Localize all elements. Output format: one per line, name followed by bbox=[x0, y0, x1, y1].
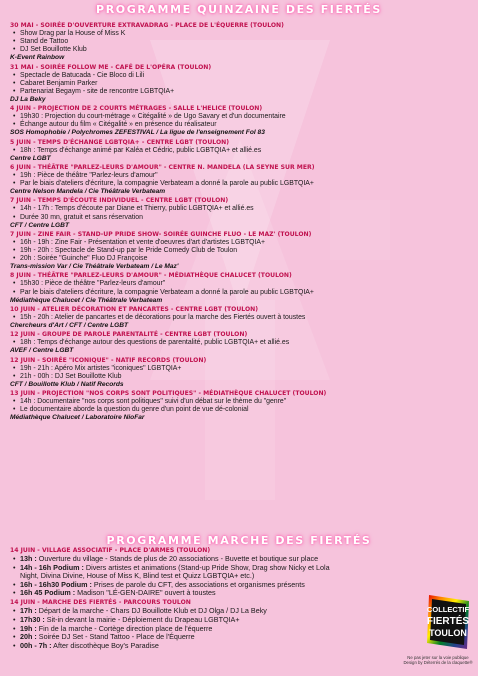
event-detail-item bbox=[20, 80, 472, 88]
event-block bbox=[10, 547, 472, 598]
event-title: 4 JUIN - PROJECTION DE 2 COURTS MÉTRAGES - SALLE L'HELICE (TOULON) bbox=[10, 105, 263, 113]
event-details bbox=[10, 30, 472, 54]
event-detail-text: Show Drag par la House of Miss K bbox=[20, 30, 126, 37]
event-details bbox=[10, 339, 472, 347]
event-detail-text: 18h : Temps d'échange autour des questions de parentalité, public LGBTQIA+ et allié.es bbox=[20, 339, 290, 347]
event-detail-text: Par le biais d'ateliers d'écriture, la compagnie Verbateam a donné la parole au public LGBTQIA+ bbox=[20, 288, 314, 296]
event-detail-text: 14h - 17h : Temps d'écoute par Diane et Thierry, public LGBTQIA+ et allié.es bbox=[20, 205, 254, 213]
event-detail-text: 16h - 19h : Zine Fair - Présentation et vente d'oeuvres d'art d'artistes LGBTQIA+ bbox=[20, 238, 266, 246]
event-title: 30 MAI - SOIRÉE D'OUVERTURE EXTRAVADRAG - PLACE DE L'ÉQUERRE (TOULON) bbox=[10, 22, 284, 29]
event-detail-text: Madison "LÉ-GEN-DAIRE" ouvert à toustes bbox=[77, 588, 216, 598]
event-block bbox=[10, 139, 472, 163]
event-detail-text: Par le biais d'ateliers d'écriture, la compagnie Verbateam a donné la parole au public LGBTQIA+ bbox=[20, 180, 314, 188]
event-detail-text: 20h : Soirée "Guinche" Fluo DJ Françoise bbox=[20, 255, 148, 263]
event-detail-text: Partenariat Begaym - site de rencontre LGBTQIA+ bbox=[20, 87, 175, 95]
event-detail-item bbox=[20, 314, 472, 322]
event-block bbox=[10, 231, 472, 271]
event-detail-item bbox=[20, 589, 472, 598]
event-time-label: 17h30 : bbox=[20, 614, 45, 624]
logo-text-line1: COLLECTIF bbox=[426, 605, 470, 614]
event-detail-item bbox=[20, 88, 472, 96]
marche-banner: PROGRAMME MARCHE DES FIERTÉS bbox=[106, 534, 372, 547]
event-detail-text: 19h30 : Projection du court-métrage « Citégalité » de Ugo Savary et d'un documentaire bbox=[20, 113, 286, 121]
event-organizers: CFT / Bouillotte Klub / Natif Records bbox=[10, 380, 124, 388]
event-detail-text: Stand de Tattoo bbox=[20, 38, 69, 46]
event-block bbox=[10, 306, 472, 330]
event-block bbox=[10, 22, 472, 62]
event-detail-text: DJ Set Bouillotte Klub bbox=[20, 46, 87, 54]
event-details bbox=[10, 113, 472, 129]
event-organizers: Médiathèque Chalucet / Laboratoire NioFar bbox=[10, 414, 145, 422]
event-organizers: AVEF / Centre LGBT bbox=[10, 347, 74, 355]
event-block bbox=[10, 164, 472, 196]
event-organizers: Trans-mission Var / Cie Théâtrale Verbateam / Le Maz' bbox=[10, 263, 179, 271]
event-detail-text: Sit-in devant la mairie - Déploiement du Drapeau LGBTQIA+ bbox=[46, 614, 240, 624]
event-detail-item bbox=[20, 365, 472, 373]
event-detail-text: Cabaret Benjamin Parker bbox=[20, 79, 98, 87]
event-details bbox=[10, 314, 472, 322]
event-detail-item bbox=[20, 38, 472, 46]
event-title: 8 JUIN - THÉÂTRE "PARLEZ-LEURS D'AMOUR" - MÉDIATHÈQUE CHALUCET (TOULON) bbox=[10, 272, 292, 280]
event-detail-item bbox=[20, 289, 472, 297]
event-detail-text: Spectacle de Batucada - Cie Bloco di Lili bbox=[20, 71, 145, 79]
event-details bbox=[10, 280, 472, 296]
event-title: 6 JUIN - THÉÂTRE "PARLEZ-LEURS D'AMOUR" - CENTRE N. MANDELA (LA SEYNE SUR MER) bbox=[10, 163, 315, 171]
logo-text-line2: FIERTÉS bbox=[426, 616, 470, 627]
event-title: 13 JUIN - PROJECTION "NOS CORPS SONT POLITIQUES" - MÉDIATHÈQUE CHALUCET (TOULON) bbox=[10, 390, 327, 398]
event-detail-text: Ouverture du village - Stands de plus de 20 associations - Buvette et boutique sur place bbox=[38, 554, 319, 563]
event-time-label: 13h : bbox=[20, 554, 37, 563]
event-title: 12 JUIN - SOIRÉE "ICONIQUE" - NATIF RECORDS (TOULON) bbox=[10, 356, 207, 364]
event-details bbox=[10, 72, 472, 96]
credit-text bbox=[400, 655, 476, 665]
event-block bbox=[10, 105, 472, 137]
event-detail-text: After discothèque Boy's Paradise bbox=[53, 640, 159, 650]
event-detail-text: Divers artistes et animations (Stand-up Pride Show, Drag show Nicky et Lola bbox=[85, 562, 330, 572]
event-detail-item bbox=[20, 398, 472, 406]
event-detail-text: Échange autour du film « Citégalité » en présence du réalisateur bbox=[20, 121, 217, 129]
event-detail-text: Le documentaire aborde la question du genre d'un point de vue dé-colonial bbox=[20, 406, 249, 414]
event-title: 10 JUIN - ATELIER DÉCORATION ET PANCARTES - CENTRE LGBT (TOULON) bbox=[10, 305, 259, 313]
event-details bbox=[10, 239, 472, 263]
event-block bbox=[10, 599, 472, 650]
event-block bbox=[10, 197, 472, 229]
event-time-label: 16h 45 Podium : bbox=[20, 588, 76, 598]
event-detail-text: Night, Divina Divine, House of Miss K, Blind test et Quizz LGBTQIA+ etc.) bbox=[20, 571, 255, 581]
event-detail-item bbox=[20, 642, 472, 651]
event-organizers: SOS Homophobie / Polychromes ZEFESTIVAL / La ligue de l'enseignement Fol 83 bbox=[10, 129, 265, 137]
event-detail-item bbox=[20, 255, 472, 263]
event-detail-text: Soirée DJ Set - Stand Tattoo - Place de l'Équerre bbox=[38, 632, 195, 642]
event-block bbox=[10, 272, 472, 304]
event-organizers: Centre LGBT bbox=[10, 154, 51, 162]
event-detail-item bbox=[20, 406, 472, 414]
event-organizers: Chercheurs d'Art / CFT / Centre LGBT bbox=[10, 322, 129, 330]
event-block bbox=[10, 64, 472, 104]
marche-event-list bbox=[10, 547, 472, 652]
event-detail-item bbox=[20, 214, 472, 222]
event-details bbox=[10, 607, 472, 650]
event-time-label: 14h - 16h Podium : bbox=[20, 562, 84, 572]
event-detail-item bbox=[20, 180, 472, 188]
event-title: 31 MAI - SOIRÉE FOLLOW ME - CAFÉ DE L'OPÉRA (TOULON) bbox=[10, 63, 212, 71]
event-organizers: Centre Nelson Mandela / Cie Théâtrale Verbateam bbox=[10, 188, 166, 196]
event-title: 7 JUIN - ZINE FAIR - STAND-UP PRIDE SHOW- SOIRÉE GUINCHE FLUO - LE MAZ' (TOULON) bbox=[10, 230, 312, 238]
event-details bbox=[10, 172, 472, 188]
event-detail-item bbox=[20, 205, 472, 213]
event-details bbox=[10, 365, 472, 381]
event-detail-text: 14h : Documentaire "nos corps sont politiques" suivi d'un débat sur le thème du "genre" bbox=[20, 398, 287, 406]
credit-line1: Ne pas jeter sur la voie publique bbox=[407, 655, 469, 660]
event-detail-item bbox=[20, 147, 472, 155]
logo-text-line3: TOULON bbox=[429, 628, 467, 638]
event-time-label: 16h - 16h30 Podium : bbox=[20, 579, 92, 589]
collectif-fiertes-toulon-logo bbox=[423, 593, 473, 651]
event-detail-text: 19h - 21h : Apéro Mix artistes "iconiques" LGBTQIA+ bbox=[20, 364, 182, 372]
event-time-label: 00h - 7h : bbox=[20, 640, 52, 650]
event-detail-text: 15h30 : Pièce de théâtre "Parlez-leurs d'amour" bbox=[20, 280, 166, 288]
event-detail-item bbox=[20, 30, 472, 38]
credit-line2: Design by Déterrés de la claquette® bbox=[403, 660, 473, 665]
event-title: 14 JUIN - MARCHE DES FIERTÉS - PARCOURS TOULON bbox=[10, 599, 191, 607]
event-block bbox=[10, 331, 472, 355]
event-detail-item bbox=[20, 239, 472, 247]
event-organizers: Médiathèque Chalucet / Cie Théâtrale Verbateam bbox=[10, 296, 163, 304]
event-detail-item bbox=[20, 339, 472, 347]
event-detail-item bbox=[20, 121, 472, 129]
event-detail-text: 21h - 00h : DJ Set Bouillotte Klub bbox=[20, 372, 122, 380]
event-detail-text: Prises de parole du CFT, des associations et organismes présents bbox=[93, 579, 305, 589]
event-title: 12 JUIN - GROUPE DE PAROLE PARENTALITÉ - CENTRE LGBT (TOULON) bbox=[10, 331, 248, 339]
event-details bbox=[10, 398, 472, 414]
event-detail-item bbox=[20, 373, 472, 381]
quinzaine-banner: PROGRAMME QUINZAINE DES FIERTÉS bbox=[96, 3, 382, 16]
event-detail-item bbox=[20, 46, 472, 54]
event-detail-text: 19h : Pièce de théâtre "Parlez-leurs d'amour" bbox=[20, 171, 158, 179]
event-detail-text: 18h : Temps d'échange animé par Kaléa et Cédric, public LGBTQIA+ et allié.es bbox=[20, 146, 262, 154]
event-time-label: 17h : bbox=[20, 606, 37, 616]
event-time-label: 20h : bbox=[20, 632, 37, 642]
event-detail-text: 19h - 20h : Spectacle de Stand-up par le Pride Comedy Club de Toulon bbox=[20, 247, 238, 254]
event-details bbox=[10, 555, 472, 598]
event-block bbox=[10, 357, 472, 389]
event-detail-item bbox=[20, 172, 472, 180]
event-title: 7 JUIN - TEMPS D'ÉCOUTE INDIVIDUEL - CENTRE LGBT (TOULON) bbox=[10, 197, 229, 205]
event-detail-item bbox=[20, 72, 472, 80]
event-detail-text: Départ de la marche - Chars DJ Bouillotte Klub et DJ Olga / DJ La Beky bbox=[38, 606, 267, 616]
event-block bbox=[10, 390, 472, 422]
event-details bbox=[10, 147, 472, 155]
event-detail-text: 15h - 20h : Atelier de pancartes et de décorations pour la marche des Fiertés ouvert à toustes bbox=[20, 313, 306, 321]
event-title: 14 JUIN - VILLAGE ASSOCIATIF - PLACE D'ARMES (TOULON) bbox=[10, 547, 211, 554]
event-detail-item bbox=[20, 280, 472, 288]
event-organizers: K-Event Rainbow bbox=[10, 54, 65, 62]
event-detail-item bbox=[20, 247, 472, 255]
event-organizers: CFT / Centre LGBT bbox=[10, 221, 69, 229]
event-time-label: 19h : bbox=[20, 623, 37, 633]
event-title: 5 JUIN - TEMPS D'ÉCHANGE LGBTQIA+ - CENTRE LGBT (TOULON) bbox=[10, 138, 230, 146]
event-detail-text: Durée 30 mn, gratuit et sans réservation bbox=[20, 213, 143, 221]
event-details bbox=[10, 205, 472, 221]
quinzaine-event-list bbox=[10, 22, 472, 424]
event-organizers: DJ La Beky bbox=[10, 95, 46, 103]
event-detail-text: Fin de la marche - Cortège direction place de l'équerre bbox=[38, 623, 213, 633]
event-detail-item bbox=[20, 113, 472, 121]
